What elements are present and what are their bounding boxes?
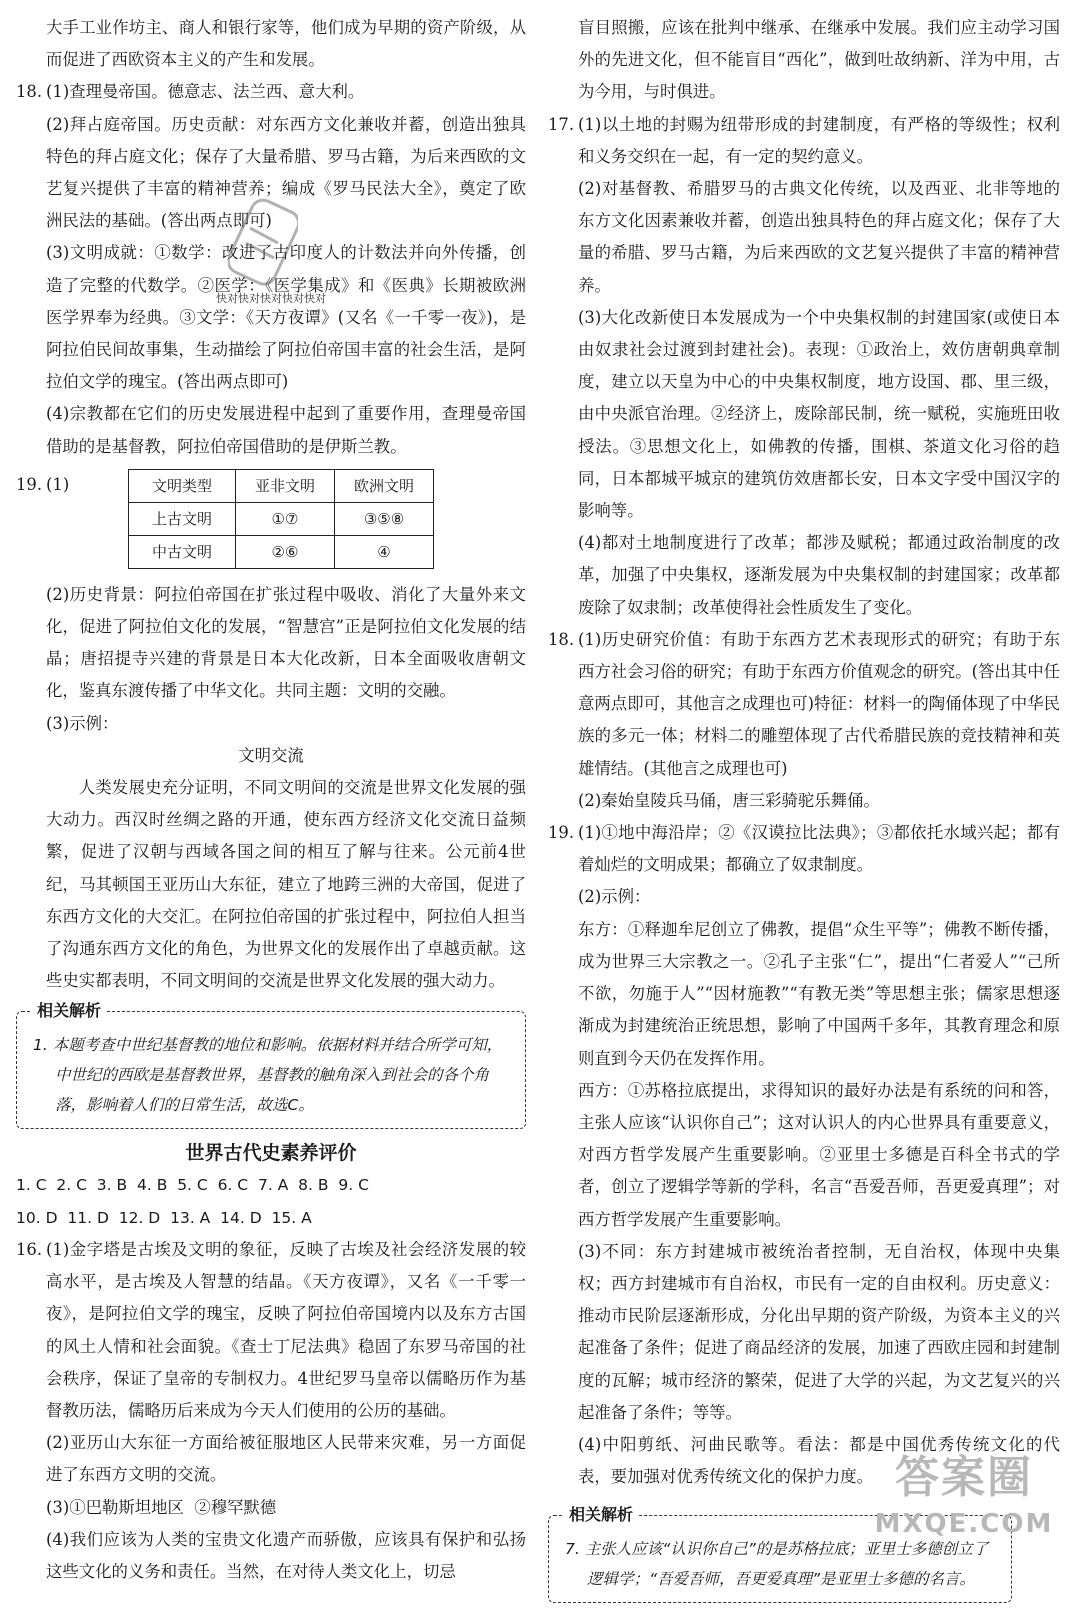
question-number: 17. [548,114,575,134]
answer-part: (2)拜占庭帝国。历史贡献：对东西方文化兼收并蓄，创造出独具特色的拜占庭文化；保存了大量希腊、罗马古籍，为后来西欧的文艺复兴提供了丰富的精神营养；编成《罗马民法大全》，奠定了欧洲民法的基础。(答出两点即可) [46,114,526,231]
question-number: 18. [16,82,43,102]
watermark-logo [869,1448,1059,1558]
table-header-row [129,469,434,502]
question-number: 16. [16,1239,43,1259]
section-title: 世界古代史素养评价 [185,1142,357,1165]
analysis-box [16,1001,526,1129]
watermark-line: 答案圈 [895,1452,1033,1503]
answer-part: (1)查理曼帝国。德意志、法兰西、意大利。 [46,82,365,102]
paragraph: 大手工业作坊主、商人和银行家等，他们成为早期的资产阶级，从而促进了西欧资本主义的产生和发展。 [46,18,526,70]
answer-part: (2)秦始皇陵兵马俑，唐三彩骑驼乐舞俑。 [578,790,880,810]
answer-part: (3)示例： [46,713,119,733]
choice-answers-row: 1. C 2. C 3. B 4. B 5. C 6. C 7. A 8. B 9. C [16,1176,369,1195]
answer-part: (3)①巴勒斯坦地区 ②穆罕默德 [46,1497,277,1517]
essay-title: 文明交流 [238,745,304,765]
answer-part: (4)宗教都在它们的历史发展进程中起到了重要作用，查理曼帝国借助的是基督教，阿拉伯帝国借助的是伊斯兰教。 [46,404,526,456]
watermark-line: MXQE.COM [874,1509,1054,1539]
answer-part: (4)中阳剪纸、河曲民歌等。看法：都是中国优秀传统文化的代表，要加强对优秀传统文化的保护力度。 [578,1434,1060,1487]
table-row [129,535,434,568]
question-18 [548,624,1060,817]
answer-part: (1)历史研究价值：有助于东西方艺术表现形式的研究；有助于东西方社会习俗的研究；有助于东西方价值观念的研究。(答出其中任意两点即可，其他言之成理也可)特征：材料一的陶俑体现了中华民族的多元一体；材料二的雕塑体现了古代希腊民族的竞技精神和英雄情结。(其他言之成理也可) [578,629,1060,778]
table-header: 欧洲文明 [335,469,434,502]
answer-part: (2)历史背景：阿拉伯帝国在扩张过程中吸收、消化了大量外来文化，促进了阿拉伯文化的发展，“智慧宫”正是阿拉伯文化发展的结晶；唐招提寺兴建的背景是日本大化改新，日本全面吸收唐朝文化，鉴真东渡传播了中华文化。共同主题：文明的交融。 [46,584,526,701]
answer-part: (4)我们应该为人类的宝贵文化遗产而骄傲，应该具有保护和弘扬这些文化的义务和责任。当然，在对待人类文化上，切忌 [46,1529,526,1581]
question-number: 18. [548,629,575,649]
answer-part: (3)大化改新使日本发展成为一个中央集权制的封建国家(或使日本由奴隶社会过渡到封建社会)。表现：①政治上，效仿唐朝典章制度，建立以天皇为中心的中央集权制度，地方设国、郡、里三级，由中央派官治理。②经济上，废除部民制，统一赋税，实施班田收授法。③思想文化上，如佛教的传播，围棋、茶道文化习俗的趋同，日本都城平城京的建筑仿效唐都长安，日本文字受中国汉字的影响等。 [578,307,1060,521]
table-header: 文明类型 [129,469,236,502]
civilization-table [128,469,434,569]
answer-part: (1)以土地的封赐为纽带形成的封建制度，有严格的等级性；权利和义务交织在一起，有一定的契约意义。 [578,114,1060,166]
answer-part: (4)都对土地制度进行了改革；都涉及赋税；都通过政治制度的改革，加强了中央集权，逐渐发展为中央集权制的封建国家；改革都废除了奴隶制；改革使得社会性质发生了变化。 [578,533,1060,617]
question-16 [16,1234,526,1588]
paragraph: 盲目照搬，应该在批判中继承、在继承中发展。我们应主动学习国外的先进文化，但不能盲目“西化”，做到吐故纳新、洋为中用，古为今用，与时俱进。 [578,18,1060,102]
question-19 [548,817,1060,1493]
answer-part-west: 西方：①苏格拉底提出，求得知识的最好办法是有系统的问和答，主张人应该“认识你自己”；这对认识人的内心世界具有重要意义，对西方哲学发展产生重要影响。②亚里士多德是百科全书式的学者，创立了逻辑学等新的学科，名言“吾爱吾师，吾更爱真理”；对西方哲学发展产生重要影响。 [578,1080,1060,1229]
table-header: 亚非文明 [236,469,335,502]
essay-body: 人类发展史充分证明，不同文明间的交流是世界文化发展的强大动力。西汉时丝绸之路的开通，使东西方经济文化交流日益频繁，促进了汉朝与西域各国之间的相互了解与往来。公元前4世纪，马其顿国王亚历山大东征，建立了地跨三洲的大帝国，促进了东西方文化的大交汇。在阿拉伯帝国的扩张过程中，阿拉伯人担当了沟通东西方文化的角色，为世界文化的发展作出了卓越贡献。这些史实都表明，不同文明间的交流是世界文化发展的强大动力。 [46,778,526,991]
analysis-box-title: 相关解析 [563,1504,639,1526]
answer-part: (2)示例： [578,887,651,907]
question-17 [548,109,1060,624]
question-number: 19. [16,474,43,494]
table-cell: ④ [335,535,434,568]
answer-part: (2)对基督教、希腊罗马的古典文化传统，以及西亚、北非等地的东方文化因素兼收并蓄，创造出独具特色的拜占庭文化；保存了大量的希腊、罗马古籍，为后来西欧的文艺复兴提供了丰富的精神营养。 [578,179,1060,295]
answer-part: (1)金字塔是古埃及文明的象征，反映了古埃及社会经济发展的较高水平，是古埃及人智慧的结晶。《天方夜谭》，又名《一千零一夜》，是阿拉伯文学的瑰宝，反映了阿拉伯帝国境内以及东方古国的风土人情和社会面貌。《查士丁尼法典》稳固了东罗马帝国的社会秩序，保证了皇帝的专制权力。4世纪罗马皇帝以儒略历作为基督教历法，儒略历后来成为今天人们使用的公历的基础。 [46,1239,526,1420]
answer-part-label: (1) [46,474,70,494]
choice-answers-row: 10. D 11. D 12. D 13. A 14. D 15. A [16,1208,312,1227]
analysis-box-title: 相关解析 [31,1000,107,1022]
table-row [129,502,434,535]
stamp-label: 快对快对快对快对快对 [216,292,326,305]
answer-part: (2)亚历山大东征一方面给被征服地区人民带来灾难，另一方面促进了东西方文明的交流。 [46,1433,526,1485]
table-cell: 上古文明 [129,502,236,535]
table-cell: ③⑤⑧ [335,502,434,535]
question-number: 19. [548,823,575,843]
table-cell: 中古文明 [129,535,236,568]
stamp-icon [228,198,298,298]
question-19 [16,469,526,998]
answer-part: (3)文明成就：①数学：改进了古印度人的计数法并向外传播，创造了完整的代数学。②医学：《医学集成》和《医典》长期被欧洲医学界奉为经典。③文学：《天方夜谭》(又名《一千零一夜》)，是阿拉伯民间故事集，生动描绘了阿拉伯帝国丰富的社会生活，是阿拉伯文学的瑰宝。(答出两点即可) [46,243,526,392]
analysis-text: 7. 主张人应该“认识你自己”的是苏格拉底；亚里士多德创立了逻辑学；“吾爱吾师，吾更爱真理”是亚里士多德的名言。 [565,1540,989,1589]
right-column [548,12,1060,1611]
answer-part: (1)①地中海沿岸；②《汉谟拉比法典》；③都依托水域兴起；都有着灿烂的文明成果；都确立了奴隶制度。 [578,823,1060,875]
answer-part-east: 东方：①释迦牟尼创立了佛教，提倡“众生平等”；佛教不断传播，成为世界三大宗教之一。②孔子主张“仁”，提出“仁者爱人”“己所不欲，勿施于人”“因材施教”“有教无类”等思想主张；儒家思想逐渐成为封建统治正统思想，影响了中国两千多年，其教育理念和原则直到今天仍在发挥作用。 [578,919,1060,1068]
answer-part: (3)不同：东方封建城市被统治者控制，无自治权，体现中央集权；西方封建城市有自治权，市民有一定的自由权利。历史意义：推动市民阶层逐渐形成，分化出早期的资产阶级，为资本主义的兴起准备了条件；促进了商品经济的发展，加速了西欧庄园和封建制度的瓦解；城市经济的繁荣，促进了大学的兴起，为文艺复兴的兴起准备了条件；等等。 [578,1241,1060,1422]
table-cell: ①⑦ [236,502,335,535]
analysis-text: 1. 本题考查中世纪基督教的地位和影响。依据材料并结合所学可知，中世纪的西欧是基督教世界，基督教的触角深入到社会的各个角落，影响着人们的日常生活，故选C。 [33,1036,503,1115]
table-cell: ②⑥ [236,535,335,568]
